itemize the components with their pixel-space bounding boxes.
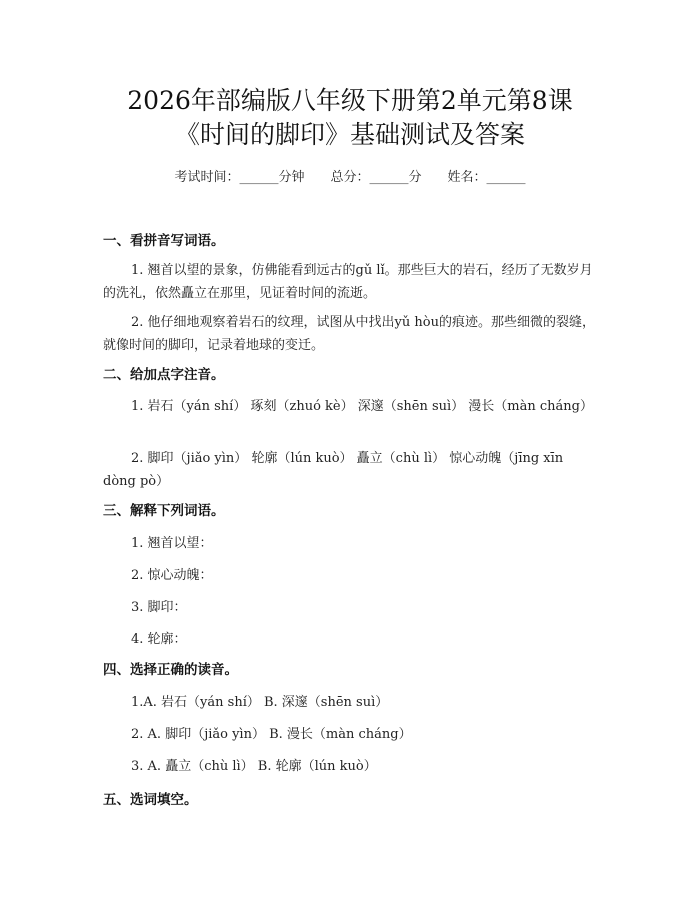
exam-meta: 考试时间：______分钟 总分：______分 姓名：______ xyxy=(174,170,526,185)
section-2-heading: 二、给加点字注音。 xyxy=(103,367,225,383)
section-1-heading: 一、看拼音写词语。 xyxy=(103,233,225,249)
section-3-item: 3. 脚印： xyxy=(131,600,187,615)
section-1-question-1: 1. 翘首以望的景象，仿佛能看到远古的gǔ lǐ。那些巨大的岩石，经历了无数岁月的洗礼，依然矗立在那里，见证着时间的流逝。 xyxy=(103,263,593,301)
section-3-item: 2. 惊心动魄： xyxy=(131,568,213,583)
section-4-heading: 四、选择正确的读音。 xyxy=(103,662,238,678)
section-4-item: 2. A. 脚印（jiǎo yìn） B. 漫长（màn cháng） xyxy=(131,727,412,742)
section-3-heading: 三、解释下列词语。 xyxy=(103,503,225,519)
section-1-question-2: 2. 他仔细地观察着岩石的纹理，试图从中找出yǔ hòu的痕迹。那些细微的裂缝，就像时间的脚印，记录着地球的变迁。 xyxy=(103,315,595,353)
document-title-line2: 《时间的脚印》基础测试及答案 xyxy=(174,120,525,149)
section-4-item: 3. A. 矗立（chù lì） B. 轮廓（lún kuò） xyxy=(131,759,377,774)
section-4-item: 1.A. 岩石（yán shí） B. 深邃（shēn suì） xyxy=(131,695,389,710)
section-5-heading: 五、选词填空。 xyxy=(103,792,198,808)
section-3-item: 4. 轮廓： xyxy=(131,632,187,647)
section-3-item: 1. 翘首以望： xyxy=(131,536,213,551)
section-2-question-1: 1. 岩石（yán shí） 琢刻（zhuó kè） 深邃（shēn suì） 漫长（màn cháng） xyxy=(131,399,593,414)
section-2-question-2: 2. 脚印（jiǎo yìn） 轮廓（lún kuò） 矗立（chù lì） 惊心动魄（jīng xīn dòng pò） xyxy=(103,451,564,489)
document-title-line1: 2026年部编版八年级下册第2单元第8课 xyxy=(127,86,573,115)
